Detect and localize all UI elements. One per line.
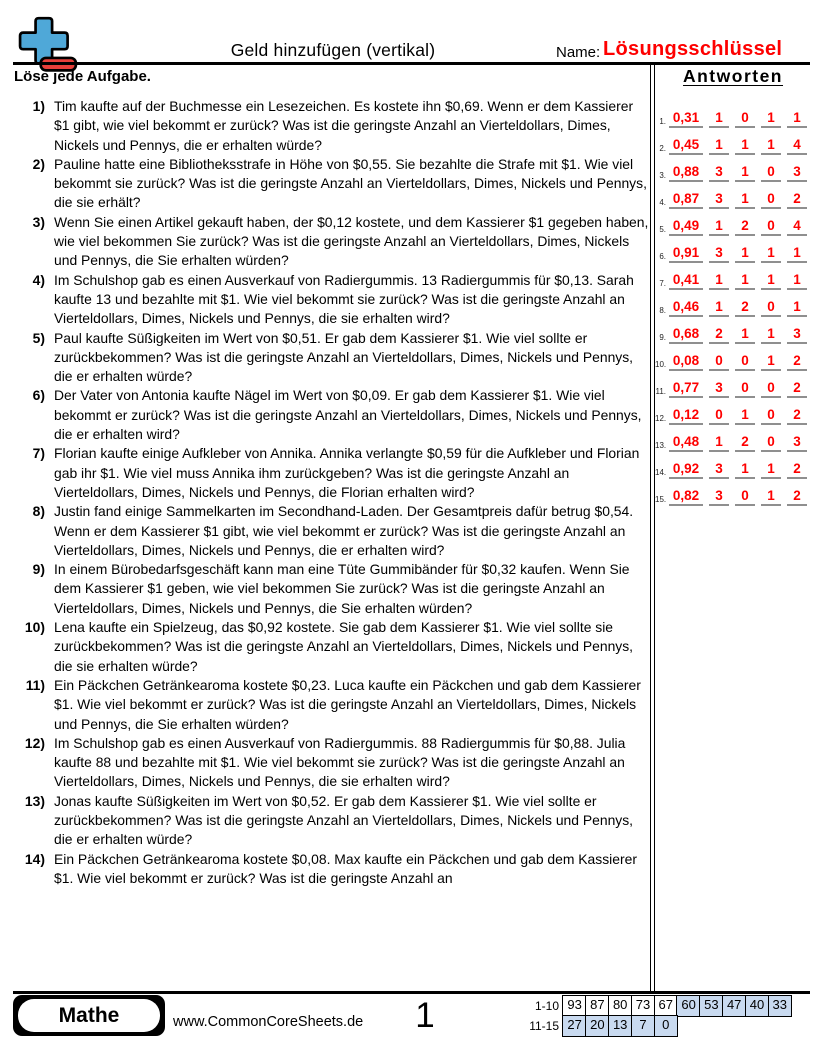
answer-pennies-blank: 3 bbox=[787, 326, 807, 344]
answer-quarters-blank: 1 bbox=[709, 272, 729, 290]
problem-item bbox=[13, 329, 650, 387]
problem-item bbox=[13, 676, 650, 734]
problem-number: 2) bbox=[32, 155, 45, 172]
answer-nickels-blank: 0 bbox=[761, 407, 781, 425]
answer-amount-blank: 0,49 bbox=[669, 218, 703, 236]
answer-quarters-blank: 1 bbox=[709, 299, 729, 317]
answer-row bbox=[655, 182, 813, 209]
problem-number: 12) bbox=[24, 734, 45, 751]
answer-row bbox=[655, 398, 813, 425]
score-cell: 0 bbox=[654, 1015, 678, 1037]
score-cell: 60 bbox=[676, 995, 700, 1017]
answer-row bbox=[655, 155, 813, 182]
score-cell: 47 bbox=[722, 995, 746, 1017]
problem-item bbox=[13, 444, 650, 502]
problem-item bbox=[13, 155, 650, 213]
answer-pennies-blank: 4 bbox=[787, 218, 807, 236]
problem-number: 6) bbox=[32, 387, 45, 404]
problem-item bbox=[13, 97, 650, 155]
answer-dimes-blank: 2 bbox=[735, 434, 755, 452]
score-cell: 80 bbox=[608, 995, 632, 1017]
answer-number: 2. bbox=[659, 144, 666, 153]
answer-pennies-blank: 2 bbox=[787, 488, 807, 506]
problem-number: 14) bbox=[24, 850, 45, 867]
problem-number: 4) bbox=[32, 271, 45, 288]
problem-item bbox=[13, 502, 650, 560]
answer-dimes-blank: 1 bbox=[735, 407, 755, 425]
answer-dimes-blank: 0 bbox=[735, 110, 755, 128]
answer-quarters-blank: 0 bbox=[709, 407, 729, 425]
answer-quarters-blank: 1 bbox=[709, 218, 729, 236]
answer-dimes-blank: 2 bbox=[735, 299, 755, 317]
problem-text: Tim kaufte auf der Buchmesse ein Lesezeichen. Es kostete ihn $0,69. Wenn er dem Kassierer $1 gibt, wie viel bekommt er zurück? Was ist die geringste Anzahl an Vierteldollars, Dimes, Nickels und Pennys, die er erhalten würde? bbox=[54, 98, 634, 153]
score-cell: 73 bbox=[631, 995, 655, 1017]
answer-nickels-blank: 0 bbox=[761, 434, 781, 452]
answer-row bbox=[655, 317, 813, 344]
score-cell: 7 bbox=[631, 1015, 655, 1037]
answer-amount-blank: 0,41 bbox=[669, 272, 703, 290]
answer-row bbox=[655, 290, 813, 317]
problem-item bbox=[13, 213, 650, 271]
problem-item bbox=[13, 734, 650, 792]
score-cell: 33 bbox=[768, 995, 792, 1017]
answer-quarters-blank: 1 bbox=[709, 137, 729, 155]
problem-number: 7) bbox=[32, 445, 45, 462]
answer-dimes-blank: 0 bbox=[735, 380, 755, 398]
answer-dimes-blank: 1 bbox=[735, 461, 755, 479]
score-cell: 13 bbox=[608, 1015, 632, 1037]
score-table bbox=[518, 995, 792, 1037]
answer-quarters-blank: 3 bbox=[709, 245, 729, 263]
answer-number: 14. bbox=[655, 468, 667, 477]
score-cell: 67 bbox=[654, 995, 678, 1017]
score-row-11-15 bbox=[518, 1015, 792, 1037]
problem-item bbox=[13, 618, 650, 676]
answer-pennies-blank: 3 bbox=[787, 164, 807, 182]
answer-row bbox=[655, 128, 813, 155]
answer-quarters-blank: 3 bbox=[709, 461, 729, 479]
answer-nickels-blank: 0 bbox=[761, 164, 781, 182]
problem-number: 9) bbox=[32, 561, 45, 578]
problem-item bbox=[13, 386, 650, 444]
score-cell: 93 bbox=[562, 995, 586, 1017]
answer-row bbox=[655, 344, 813, 371]
problem-text: Ein Päckchen Getränkearoma kostete $0,08. Max kaufte ein Päckchen und gab dem Kassierer $1. Wie viel bekommt er zurück? Was ist die geringste Anzahl an bbox=[54, 850, 637, 886]
answer-dimes-blank: 1 bbox=[735, 164, 755, 182]
answer-quarters-blank: 3 bbox=[709, 380, 729, 398]
problem-text: Im Schulshop gab es einen Ausverkauf von Radiergummis. 88 Radiergummis für $0,88. Julia kaufte 88 und bezahlte mit $1. Wie viel bekommt sie zurück? Was ist die geringste Anzahl an Vierteldollars, Dimes, Nickels und Pennys, die sie erhalten wird? bbox=[54, 734, 626, 790]
problem-number: 5) bbox=[32, 329, 45, 346]
answers-panel-title: Antworten bbox=[682, 66, 784, 86]
answer-amount-blank: 0,91 bbox=[669, 245, 703, 263]
problem-number: 3) bbox=[32, 213, 45, 230]
answer-key-label: Lösungsschlüssel bbox=[603, 38, 783, 60]
answer-amount-blank: 0,31 bbox=[669, 110, 703, 128]
answer-number: 15. bbox=[655, 495, 667, 504]
answer-row bbox=[655, 479, 813, 506]
answer-dimes-blank: 1 bbox=[735, 245, 755, 263]
page-title: Geld hinzufügen (vertikal) bbox=[230, 40, 436, 60]
answer-amount-blank: 0,87 bbox=[669, 191, 703, 209]
answer-number: 13. bbox=[655, 441, 667, 450]
answer-pennies-blank: 1 bbox=[787, 110, 807, 128]
problem-text: Paul kaufte Süßigkeiten im Wert von $0,51. Er gab dem Kassierer $1. Wie viel sollte er zurückbekommen? Was ist die geringste Anzahl an Vierteldollars, Dimes, Nickels und Pennys, die er erhalten würde? bbox=[54, 329, 634, 385]
answer-quarters-blank: 2 bbox=[709, 326, 729, 344]
problem-text: Jonas kaufte Süßigkeiten im Wert von $0,52. Er gab dem Kassierer $1. Wie viel sollte er zurückbekommen? Was ist die geringste Anzahl an Vierteldollars, Dimes, Nickels und Pennys, die er erhalten würde? bbox=[54, 792, 634, 848]
answer-nickels-blank: 0 bbox=[761, 299, 781, 317]
answer-nickels-blank: 1 bbox=[761, 326, 781, 344]
subject-badge-label: Mathe bbox=[18, 999, 160, 1032]
answer-amount-blank: 0,48 bbox=[669, 434, 703, 452]
website-text: www.CommonCoreSheets.de bbox=[173, 1014, 364, 1030]
problems-list bbox=[13, 97, 650, 991]
answer-number: 6. bbox=[659, 252, 666, 261]
answer-amount-blank: 0,88 bbox=[669, 164, 703, 182]
answer-pennies-blank: 2 bbox=[787, 380, 807, 398]
answer-nickels-blank: 1 bbox=[761, 272, 781, 290]
answer-dimes-blank: 0 bbox=[735, 353, 755, 371]
answer-amount-blank: 0,82 bbox=[669, 488, 703, 506]
answer-nickels-blank: 1 bbox=[761, 137, 781, 155]
score-row-label: 11-15 bbox=[529, 1019, 559, 1034]
answer-nickels-blank: 1 bbox=[761, 353, 781, 371]
answer-nickels-blank: 0 bbox=[761, 218, 781, 236]
answer-number: 4. bbox=[659, 198, 666, 207]
answer-pennies-blank: 1 bbox=[787, 272, 807, 290]
answer-number: 11. bbox=[655, 387, 666, 396]
answer-row bbox=[655, 371, 813, 398]
answer-dimes-blank: 1 bbox=[735, 326, 755, 344]
problem-item bbox=[13, 850, 650, 889]
answer-row bbox=[655, 452, 813, 479]
problem-text: Lena kaufte ein Spielzeug, das $0,92 kostete. Sie gab dem Kassierer $1. Wie viel sollte sie zurückbekommen? Was ist die geringste Anzahl an Vierteldollars, Dimes, Nickels und Pennys, die sie erhalten würde? bbox=[54, 619, 634, 674]
answer-amount-blank: 0,46 bbox=[669, 299, 703, 317]
answer-amount-blank: 0,12 bbox=[669, 407, 703, 425]
answer-amount-blank: 0,08 bbox=[669, 353, 703, 371]
answer-number: 12. bbox=[655, 414, 667, 423]
answer-row bbox=[655, 209, 813, 236]
page-number: 1 bbox=[415, 996, 435, 1035]
score-cell: 20 bbox=[585, 1015, 609, 1037]
problem-text: Justin fand einige Sammelkarten im Secondhand-Laden. Der Gesamtpreis dafür betrug $0,54. Wenn er dem Kassierer $1 gibt, wie viel bekommt er zurück? Was ist die geringste Anzahl an Vierteldollars, Dimes, Nickels und Pennys, die er erhalten wird? bbox=[54, 503, 634, 558]
score-cell: 87 bbox=[585, 995, 609, 1017]
answer-number: 9. bbox=[659, 333, 666, 342]
problem-text: Wenn Sie einen Artikel gekauft haben, der $0,12 kostete, und dem Kassierer $1 gegeben haben, wie viel bekommen Sie zurück? Was ist die geringste Anzahl an Vierteldollars, Dimes, Nickels und Pennys, die Sie erhalten würden? bbox=[54, 213, 649, 269]
problem-number: 10) bbox=[24, 619, 45, 636]
answer-quarters-blank: 3 bbox=[709, 164, 729, 182]
answer-row bbox=[655, 425, 813, 452]
score-cell: 53 bbox=[699, 995, 723, 1017]
answer-pennies-blank: 1 bbox=[787, 299, 807, 317]
answer-pennies-blank: 4 bbox=[787, 137, 807, 155]
answer-number: 8. bbox=[659, 306, 666, 315]
problem-number: 1) bbox=[32, 98, 45, 114]
answer-nickels-blank: 1 bbox=[761, 488, 781, 506]
score-cell: 40 bbox=[745, 995, 769, 1017]
answer-quarters-blank: 3 bbox=[709, 191, 729, 209]
answer-nickels-blank: 0 bbox=[761, 380, 781, 398]
answer-number: 5. bbox=[659, 225, 666, 234]
answer-dimes-blank: 1 bbox=[735, 137, 755, 155]
problem-number: 11) bbox=[25, 676, 45, 693]
score-cell: 27 bbox=[562, 1015, 586, 1037]
answer-amount-blank: 0,77 bbox=[669, 380, 703, 398]
answer-quarters-blank: 3 bbox=[709, 488, 729, 506]
problem-text: In einem Bürobedarfsgeschäft kann man eine Tüte Gummibänder für $0,32 kaufen. Wenn Sie dem Kassierer $1 geben, wie viel bekommen Sie zurück? Was ist die geringste Anzahl an Vierteldollars, Dimes, Nickels und Pennys, die Sie erhalten würden? bbox=[54, 561, 630, 616]
answer-pennies-blank: 1 bbox=[787, 245, 807, 263]
answer-row bbox=[655, 263, 813, 290]
answer-number: 10. bbox=[655, 360, 667, 369]
answer-dimes-blank: 1 bbox=[735, 191, 755, 209]
answer-number: 1. bbox=[659, 117, 666, 126]
answer-pennies-blank: 2 bbox=[787, 353, 807, 371]
problem-text: Ein Päckchen Getränkearoma kostete $0,23. Luca kaufte ein Päckchen und gab dem Kassierer $1. Wie viel bekommt er zurück? Was ist die geringste Anzahl an Vierteldollars, Dimes, Nickels und Pennys, die Sie erhalten würden? bbox=[54, 676, 641, 732]
answer-quarters-blank: 0 bbox=[709, 353, 729, 371]
answer-nickels-blank: 0 bbox=[761, 191, 781, 209]
problem-text: Der Vater von Antonia kaufte Nägel im Wert von $0,09. Er gab dem Kassierer $1. Wie viel bekommt er zurück? Was ist die geringste Anzahl an Vierteldollars, Dimes, Nickels und Pennys, die er erhalten wird? bbox=[54, 387, 642, 443]
instruction-text: Löse jede Aufgabe. bbox=[14, 68, 151, 85]
problem-item bbox=[13, 271, 650, 329]
answer-pennies-blank: 3 bbox=[787, 434, 807, 452]
problem-number: 13) bbox=[24, 792, 45, 809]
answer-dimes-blank: 2 bbox=[735, 218, 755, 236]
answer-row bbox=[655, 236, 813, 263]
problem-text: Pauline hatte eine Bibliotheksstrafe in Höhe von $0,55. Sie bezahlte die Strafe mit $1. Wie viel bekommt sie zurück? Was ist die geringste Anzahl an Vierteldollars, Dimes, Nickels und Pennys, die sie erhält? bbox=[54, 155, 647, 211]
answer-amount-blank: 0,68 bbox=[669, 326, 703, 344]
problem-number: 8) bbox=[32, 503, 45, 520]
answer-quarters-blank: 1 bbox=[709, 434, 729, 452]
problem-text: Florian kaufte einige Aufkleber von Annika. Annika verlangte $0,59 für die Aufkleber und Florian gab ihr $1. Wie viel muss Annika ihm zurückgeben? Was ist die geringste Anzahl an Vierteldollars, Dimes, Nickels und Pennys, die Florian erhalten wird? bbox=[54, 445, 640, 500]
answer-number: 3. bbox=[659, 171, 666, 180]
score-row-1-10 bbox=[518, 995, 792, 1017]
answer-dimes-blank: 1 bbox=[735, 272, 755, 290]
name-label: Name: bbox=[556, 44, 601, 61]
answer-amount-blank: 0,92 bbox=[669, 461, 703, 479]
answer-nickels-blank: 1 bbox=[761, 245, 781, 263]
footer-divider bbox=[13, 991, 810, 994]
header-divider bbox=[13, 62, 810, 65]
answer-pennies-blank: 2 bbox=[787, 461, 807, 479]
answer-pennies-blank: 2 bbox=[787, 407, 807, 425]
answer-pennies-blank: 2 bbox=[787, 191, 807, 209]
answer-dimes-blank: 0 bbox=[735, 488, 755, 506]
score-row-label: 1-10 bbox=[534, 999, 559, 1013]
problem-text: Im Schulshop gab es einen Ausverkauf von Radiergummis. 13 Radiergummis für $0,13. Sarah kaufte 13 und bezahlte mit $1. Wie viel bekommt sie zurück? Was ist die geringste Anzahl an Vierteldollars, Dimes, Nickels und Pennys, die sie erhalten wird? bbox=[54, 271, 634, 327]
answer-nickels-blank: 1 bbox=[761, 461, 781, 479]
problem-item bbox=[13, 560, 650, 618]
answer-quarters-blank: 1 bbox=[709, 110, 729, 128]
answer-nickels-blank: 1 bbox=[761, 110, 781, 128]
problem-item bbox=[13, 792, 650, 850]
answer-number: 7. bbox=[659, 279, 666, 288]
answer-row bbox=[655, 101, 813, 128]
answers-list bbox=[655, 101, 813, 506]
answer-amount-blank: 0,45 bbox=[669, 137, 703, 155]
subject-badge bbox=[13, 995, 165, 1036]
